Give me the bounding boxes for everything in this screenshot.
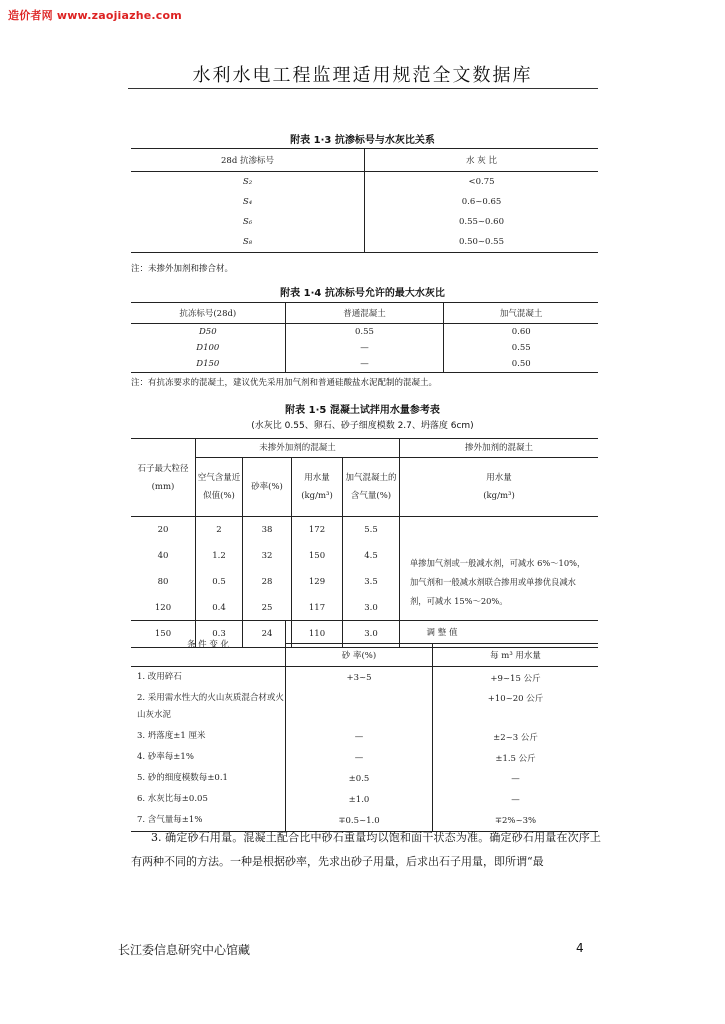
water-cell: 110 <box>292 621 343 648</box>
col-header-water-cement-ratio: 水 灰 比 <box>365 149 599 172</box>
table-row <box>131 340 598 356</box>
col-header-frost-grade: 抗冻标号(28d) <box>131 303 285 324</box>
water-cell: 117 <box>292 595 343 621</box>
sand-cell: 24 <box>243 621 292 648</box>
water-cell: 150 <box>292 543 343 569</box>
adjustment-table <box>131 620 598 832</box>
table-1-5-subcaption: (水灰比 0.55、卵石、砂子细度模数 2.7、坍落度 6cm) <box>251 421 474 431</box>
aerated-cell: 0.55 <box>511 343 531 353</box>
table-1-5 <box>131 438 598 648</box>
sand-adjust-cell <box>286 688 433 726</box>
body-paragraph: 3. 确定砂石用量。混凝土配合比中砂石重量均以饱和面干状态为准。确定砂石用量在次序上有两种不同的方法。一种是根据砂率，先求出砂子用量，后求出石子用量，即所谓“最 <box>131 831 601 868</box>
table-row <box>131 688 598 726</box>
grade-cell: D100 <box>131 340 285 356</box>
grade-cell: D50 <box>131 324 285 341</box>
col-header-impermeability-grade: 28d 抗渗标号 <box>131 149 365 172</box>
sand-adjust-cell: +3~5 <box>286 667 433 689</box>
table-row <box>131 232 598 253</box>
aerated-cell: 0.50 <box>511 359 531 369</box>
table-row <box>131 789 598 810</box>
aerated-air-cell: 5.5 <box>343 517 400 544</box>
col-header-max-aggregate-size: 石子最大粒径(mm) <box>131 439 196 517</box>
footer-source: 长江委信息研究中心馆藏 <box>118 943 251 957</box>
sand-adjust-cell: — <box>286 747 433 768</box>
col-header-sand-ratio: 砂率(%) <box>243 458 292 517</box>
aerated-air-cell: 4.5 <box>343 543 400 569</box>
table-row <box>131 747 598 768</box>
table-row <box>131 726 598 747</box>
table-row <box>131 172 598 193</box>
group-header-with-admixture: 掺外加剂的混凝土 <box>400 439 599 458</box>
table-1-5-caption: 附表 1·5 混凝土试拌用水量参考表 <box>285 405 440 416</box>
grade-cell: S₄ <box>131 192 365 212</box>
size-cell: 20 <box>131 517 196 544</box>
aerated-cell: 0.60 <box>511 327 531 337</box>
water-adjust-cell: — <box>511 794 520 805</box>
air-cell: 0.5 <box>196 569 243 595</box>
sand-adjust-cell: ∓0.5~1.0 <box>286 810 433 832</box>
grade-cell: D150 <box>131 356 285 373</box>
table-1-4-caption: 附表 1·4 抗冻标号允许的最大水灰比 <box>280 288 445 299</box>
admixture-water-label: 用水量 <box>486 473 512 483</box>
size-cell: 40 <box>131 543 196 569</box>
sand-cell: 32 <box>243 543 292 569</box>
grade-cell: S₈ <box>131 232 365 253</box>
condition-cell: 4. 砂率每±1% <box>131 747 286 768</box>
table-1-4 <box>131 302 598 373</box>
group-header-no-admixture: 未掺外加剂的混凝土 <box>196 439 400 458</box>
table-row <box>131 768 598 789</box>
sand-adjust-cell: ±0.5 <box>286 768 433 789</box>
condition-cell: 2. 采用需水性大的火山灰质混合材或火山灰水泥 <box>131 688 286 726</box>
table-row <box>131 324 598 341</box>
aerated-air-cell: 3.0 <box>343 621 400 648</box>
condition-cell: 3. 坍落度±1 厘米 <box>131 726 286 747</box>
col-header-air-content: 空气含量近似值(%) <box>196 458 243 517</box>
col-header-aerated-concrete: 加气混凝土 <box>444 303 598 324</box>
site-watermark-link[interactable]: 造价者网 www.zaojiazhe.com <box>8 9 182 22</box>
size-cell: 150 <box>131 621 196 648</box>
admixture-remark: 单掺加气剂或一般减水剂，可减水 6%～10%，加气剂和一般减水剂联合掺用或单掺优良减水剂，可减水 15%～20%。 <box>410 557 586 606</box>
normal-cell: — <box>285 340 444 356</box>
col-header-water-amount: 用水量(kg/m³) <box>292 458 343 517</box>
table-1-4-note: 注：有抗冻要求的混凝土，建议优先采用加气剂和普通硅酸盐水泥配制的混凝土。 <box>131 378 438 388</box>
grade-cell: S₆ <box>131 212 365 232</box>
col-header-aerated-air-content: 加气混凝土的含气量(%) <box>343 458 400 517</box>
water-adjust-cell: ∓2%~3% <box>494 815 537 826</box>
ratio-cell: 0.50~0.55 <box>459 237 504 247</box>
table-1-3-note: 注：未掺外加剂和掺合材。 <box>131 264 234 274</box>
condition-cell: 6. 水灰比每±0.05 <box>131 789 286 810</box>
table-row <box>131 192 598 212</box>
page-number: 4 <box>576 941 584 955</box>
water-cell: 172 <box>292 517 343 544</box>
table-row <box>131 667 598 689</box>
ratio-cell: <0.75 <box>468 177 495 187</box>
ratio-cell: 0.55~0.60 <box>459 217 504 227</box>
normal-cell: — <box>285 356 444 373</box>
air-cell: 0.4 <box>196 595 243 621</box>
sand-cell: 38 <box>243 517 292 544</box>
table-row <box>131 212 598 232</box>
sand-adjust-cell: — <box>286 726 433 747</box>
ratio-cell: 0.6~0.65 <box>461 197 502 207</box>
table-row <box>131 517 598 544</box>
table-1-3 <box>131 148 598 253</box>
col-header-condition-change: 条 件 变 化 <box>131 621 286 667</box>
grade-cell: S₂ <box>131 172 365 193</box>
col-header-normal-concrete: 普通混凝土 <box>285 303 444 324</box>
col-header-adjustment: 调 整 值 <box>286 621 599 644</box>
condition-cell: 1. 改用碎石 <box>131 667 286 689</box>
admixture-water-unit: (kg/m³) <box>483 491 515 501</box>
condition-cell: 7. 含气量每±1% <box>131 810 286 832</box>
sand-cell: 25 <box>243 595 292 621</box>
condition-cell: 5. 砂的细度模数每±0.1 <box>131 768 286 789</box>
water-cell: 129 <box>292 569 343 595</box>
sand-adjust-cell: ±1.0 <box>286 789 433 810</box>
water-adjust-cell: ±1.5 公斤 <box>495 753 536 764</box>
page-header-title: 水利水电工程监理适用规范全文数据库 <box>192 65 533 86</box>
air-cell: 1.2 <box>196 543 243 569</box>
col-header-sand-ratio: 砂 率(%) <box>286 644 433 667</box>
header-divider <box>128 88 598 89</box>
water-adjust-cell: +10~20 公斤 <box>487 694 544 704</box>
size-cell: 120 <box>131 595 196 621</box>
aerated-air-cell: 3.0 <box>343 595 400 621</box>
table-1-3-caption: 附表 1·3 抗渗标号与水灰比关系 <box>290 135 435 146</box>
col-header-admixture-water <box>400 458 599 517</box>
aerated-air-cell: 3.5 <box>343 569 400 595</box>
water-adjust-cell: — <box>511 773 520 784</box>
water-adjust-cell: ±2~3 公斤 <box>493 732 538 743</box>
size-cell: 80 <box>131 569 196 595</box>
col-header-water-per-m3: 每 m³ 用水量 <box>433 644 599 667</box>
table-row <box>131 356 598 373</box>
sand-cell: 28 <box>243 569 292 595</box>
air-cell: 0.3 <box>196 621 243 648</box>
air-cell: 2 <box>196 517 243 544</box>
water-adjust-cell: +9~15 公斤 <box>490 673 541 684</box>
normal-cell: 0.55 <box>285 324 444 341</box>
